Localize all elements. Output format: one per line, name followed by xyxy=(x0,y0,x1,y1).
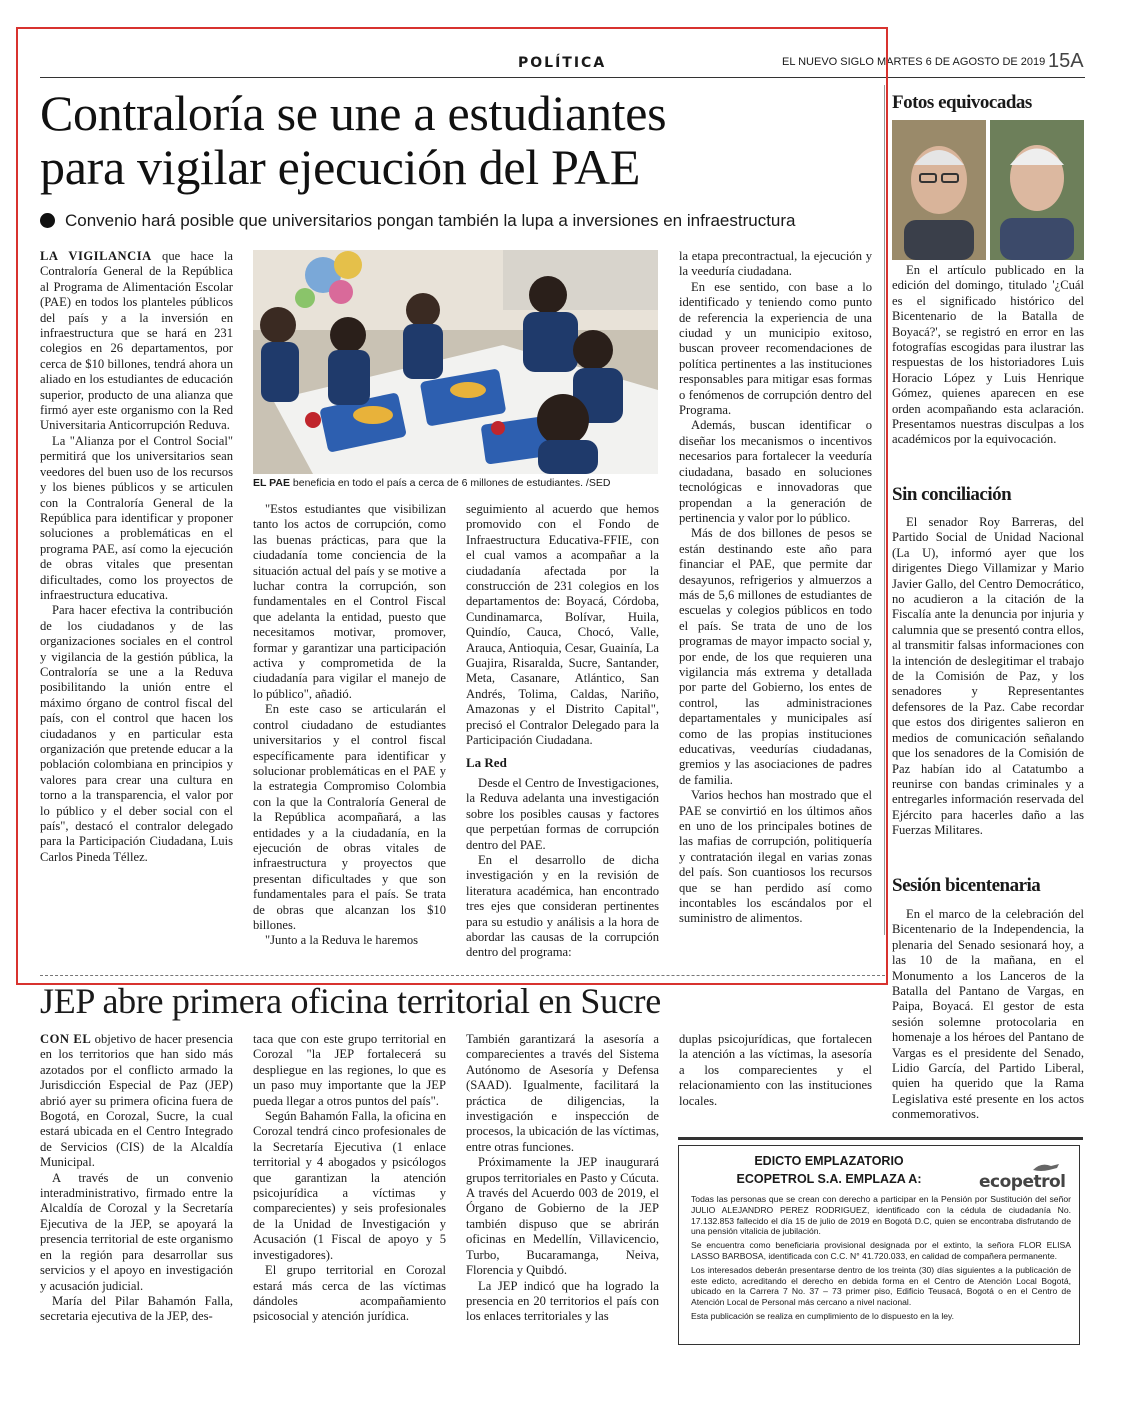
sidebar-text-3 xyxy=(892,907,1084,1123)
jep-column-2 xyxy=(253,1032,446,1325)
sidebar-title-2: Sin conciliación xyxy=(892,484,1012,505)
paragraph: Se encuentra como beneficiaria provisional designada por el extinto, la señora FLOR ELISA LASSO BARBOSA, identificada con C.C. N° 41.720.033, en calidad de compañera permanente. xyxy=(691,1240,1071,1261)
main-headline xyxy=(40,86,880,194)
historian-portraits xyxy=(892,120,1084,260)
paragraph: Además, buscan identificar o diseñar los mecanismos o incentivos necesarios para fortalecer la veeduría ciudadana, basado en soluciones tecnológicas e innovadoras que propendan a la generación de pertinencia y valor por lo público. xyxy=(679,418,872,525)
paragraph: Para hacer efectiva la contribución de los ciudadanos y de las organizaciones sociales en el control y vigilancia de la gestión pública, la Contraloría se une a la Reduva posibilitando la unión entre el máximo órgano de control fiscal del país, con el control que hacen los ciudadanos y en particular esta organización que pretende educar a la población colombiana en principios y valores para crear una cultura en torno a la transparencia, el valor por lo público y el deber social con el país", destacó el contralor delegado para la Participación Ciudadana, Luis Carlos Pineda Téllez. xyxy=(40,603,233,864)
paragraph: Según Bahamón Falla, la oficina en Corozal tendrá cinco profesionales de la Secretaría Ejecutiva (1 enlace territorial y 4 abogados y psicólogos que garantizan la atención psicojurídica a víctimas y comparecientes) y seis profesionales de la Unidad de Investigación y Acusación (1 Fiscal de apoyo y 5 investigadores). xyxy=(253,1109,446,1262)
subhead-text: Convenio hará posible que universitarios pongan también la lupa a inversiones en infraestructura xyxy=(65,211,796,230)
paragraph xyxy=(40,249,233,434)
edicto-body xyxy=(691,1194,1071,1325)
section-label: POLÍTICA xyxy=(518,55,607,71)
paragraph: En ese sentido, con base a lo identificado y teniendo como punto de referencia la experiencia de una ciudad y un municipio exitoso, buscan proveer recomendaciones de política pertinentes a las instituciones responsables para mitigar esas formas o fenómenos de corrupción dentro del Programa. xyxy=(679,279,872,418)
sidebar-text-1 xyxy=(892,263,1084,448)
second-headline: JEP abre primera oficina territorial en Sucre xyxy=(40,981,661,1021)
paragraph: A través de un convenio interadministrativo, firmado entre la Alcaldía de Corozal y la Secretaría Ejecutiva de la JEP, se apoyará la presencia territorial de este organismo en la región para desarrollar sus servicios y el apoyo en investigación y acusación judicial. xyxy=(40,1170,233,1293)
paragraph: En el marco de la celebración del Bicentenario de la Independencia, la plenaria del Senado sesionará hoy, a las 10 de la mañana, en el Monumento a los Lanceros de la Batalla del Pantano de Vargas, en Paipa, Boyacá. El gestor de esta sesión solemne protocolaria en homenaje a los héroes del Pantano de Vargas es el presidente del Senado, Lidio García, del Partido Liberal, quien ha querido que la Rama Legislativa esté presente en los actos conmemorativos. xyxy=(892,907,1084,1122)
article-photo xyxy=(253,250,658,474)
paragraph: Desde el Centro de Investigaciones, la Reduva adelanta una investigación sobre los posibles causas y factores que perpetúan formas de corrupción dentro del PAE. xyxy=(466,775,659,852)
paragraph: seguimiento al acuerdo que hemos promovido con el Fondo de Infraestructura Educativa-FFIE, con el cual vamos a acompañar a la ciudadanía afectada por la construcción de 231 colegios en los departamentos de: Boyacá, Córdoba, Cundinamarca, Bolívar, Huila, Quindío, Cauca, Chocó, Valle, Arauca, Antioquia, Cesar, Guainía, La Guajira, Risaralda, Sucre, Santander, Meta, Casanare, Atlántico, San Andrés, Tolima, Caldas, Nariño, Amazonas y el Distrito Capital", precisó el Contralor Delegado para la Participación Ciudadana. xyxy=(466,502,659,748)
paragraph: El senador Roy Barreras, del Partido Social de Unidad Nacional (La U), informó ayer que los dirigentes Diego Villamizar y Mario Javier Gallo, del Centro Democrático, no acudieron a la citación de la Fiscalía ante la denuncia por injuria y calumnia que se presentó contra ellos, al transmitir falsas informaciones con la intención de deslegitimar el trabajo de la Comisión de Paz, y los senadores y Representantes defensores de la Paz. Cabe recordar que estos dos dirigentes salieron en medios de comunicación señalando que los senadores de la Comisión de Paz habían ido al Catatumbo a reunirse con bandas criminales y a entregarles información reservada del Ejército para hacerles daño a las Fuerzas Militares. xyxy=(892,515,1084,838)
paragraph: "Estos estudiantes que visibilizan tanto los actos de corrupción, como las buenas prácticas, para que la ciudadanía tome conciencia de la situación actual del país y se motive a luchar contra la corrupción, son fundamentales en el Control Fiscal que adelanta la entidad, puesto que necesitamos motivar, promover, formar y garantizar una participación activa y comprometida de la ciudadanía para vigilar el manejo de lo público", añadió. xyxy=(253,502,446,701)
bullet-icon xyxy=(40,213,55,228)
paragraph: taca que con este grupo territorial en Corozal "la JEP fortalecerá su despliegue en las regiones, lo que es un paso muy importante que la JEP pueda llegar a otros puntos del país". xyxy=(253,1032,446,1108)
article-column-3 xyxy=(466,502,659,961)
page-number: 15A xyxy=(1048,50,1084,72)
edicto-subtitle: ECOPETROL S.A. EMPLAZA A: xyxy=(736,1172,922,1186)
jep-column-3 xyxy=(466,1032,659,1325)
header-rule xyxy=(40,77,1085,78)
paragraph: María del Pilar Bahamón Falla, secretaria ejecutiva de la JEP, des- xyxy=(40,1293,233,1324)
lead-in: CON EL xyxy=(40,1032,92,1046)
article-column-4 xyxy=(679,249,872,927)
paragraph: Los interesados deberán presentarse dentro de los treinta (30) días siguientes a la publicación de este edicto, acreditando el derecho en debida forma en el Centro de Atención Local Bogotá, ubicado en la Carrera 7 No. 37 – 73 primer piso, Edificio Teusacá, Bogotá o en el Centro de Atención Local de Personal más cercano a nivel nacional. xyxy=(691,1264,1071,1308)
paragraph: duplas psicojurídicas, que fortalecen la atención a las víctimas, la asesoría a los comparecientes y el relacionamiento con las instituciones locales. xyxy=(679,1032,872,1108)
paragraph: Esta publicación se realiza en cumplimiento de lo dispuesto en la ley. xyxy=(691,1310,955,1321)
paragraph: En este caso se articularán el control ciudadano de estudiantes universitarios y el control fiscal específicamente para identificar y solucionar problemáticas en el PAE y la estrategia Compromiso Colombia con la que la Contraloría General de la República acompañará, a las entidades y a la ciudadanía, en la ejecución de obras vitales de infraestructura y proyectos que presentan dificultades y que son fundamentales para el país. Se trata de obras que alcanzan los $10 billones. xyxy=(253,702,446,932)
edicto-title: EDICTO EMPLAZATORIO xyxy=(754,1154,904,1168)
article-column-1 xyxy=(40,249,233,865)
paragraph: En el artículo publicado en la edición del domingo, titulado '¿Cuál es el significado histórico del Bicentenario de la Batalla de Boyacá?', se registró en error en las fotografías escogidas para ilustrar las respuestas de los historiadores Luis Horacio López y Luis Henrique Gómez, quienes aparecen en ese orden acompañando esta aclaración. Presentamos nuestras disculpas a los académicos por la equivocación. xyxy=(892,263,1084,447)
paragraph: También garantizará la asesoría a comparecientes a través del Sistema Autónomo de Asesoría y Defensa (SAAD). Igualmente, facilitará la práctica de diligencias, la investigación e inspección de procesos, la ubicación de las víctimas, entre otras funciones. xyxy=(466,1032,659,1154)
jep-column-4 xyxy=(679,1032,872,1109)
paragraph: En el desarrollo de dicha investigación y en la revisión de literatura académica, han encontrado tres ejes que consideran pertinentes para su estudio y análisis a la hora de abordar las causas de la corrupción dentro del programa: xyxy=(466,852,659,960)
section-subhead: La Red xyxy=(466,754,507,770)
paragraph: la etapa precontractual, la ejecución y la veeduría ciudadana. xyxy=(679,249,872,279)
sidebar-title-1: Fotos equivocadas xyxy=(892,92,1032,113)
headline-line-2: para vigilar ejecución del PAE xyxy=(40,139,641,195)
ad-top-rule xyxy=(678,1137,1083,1140)
paragraph-text: objetivo de hacer presencia en los territorios que han sido más azotados por el conflicto armado la Jurisdicción Especial de Paz (JEP) abrió ayer su primera oficina fuera de Bogotá, en Corozal, Sucre, la cual estará ubicada en el Centro Integrado de Servicios (CIS) de la Alcaldía Municipal. xyxy=(40,1032,233,1170)
caption-text: beneficia en todo el país a cerca de 6 millones de estudiantes. /SED xyxy=(289,477,611,489)
headline-line-1: Contraloría se une a estudiantes xyxy=(40,85,667,141)
photo-caption xyxy=(253,477,663,490)
logo-text: ecopetrol xyxy=(979,1172,1066,1192)
ecopetrol-logo xyxy=(979,1160,1075,1190)
paragraph: "Junto a la Reduva le haremos xyxy=(265,933,419,948)
children-eating-photo xyxy=(253,250,658,474)
masthead-date: EL NUEVO SIGLO MARTES 6 DE AGOSTO DE 2019 xyxy=(782,56,1046,68)
article-column-2 xyxy=(253,502,446,949)
portraits-photo xyxy=(892,120,1084,260)
sidebar-title-3: Sesión bicentenaria xyxy=(892,875,1041,896)
paragraph xyxy=(40,1032,233,1171)
column-divider xyxy=(884,85,885,935)
paragraph-text: que hace la Contraloría General de la República al Programa de Alimentación Escolar (PAE) en todos los planteles públicos del país y a la inversión en infraestructura que se hará en 231 colegios en 26 departamentos, por cerca de $10 billones, tendrá ahora un aliado en los estudiantes de educación superior, producto de una alianza que firmó ayer este organismo con la Red Universitaria Anticorrupción Reduva. xyxy=(40,249,233,433)
paragraph: Varios hechos han mostrado que el PAE se convirtió en los últimos años en uno de los principales botines de las mafias de corrupción, politiquería y contratación ilegal en varias zonas del país. Son cuantiosos los recursos que se han perdido así como incontables los escándalos por el suministro de alimentos. xyxy=(679,788,872,926)
paragraph: La JEP indicó que ha logrado la presencia en 20 territorios el país con los enlaces territoriales y las xyxy=(466,1278,659,1324)
paragraph: Más de dos billones de pesos se están destinando este año para financiar el PAE, que permite dar desayunos, refrigerios y almuerzos a más de 5,6 millones de estudiantes de escuelas y colegios públicos en todo el país. Se trata de uno de los programas de mayor impacto social y, por ende, de los que requieren una vigilancia más extrema y detallada por parte del Gobierno, los entes de control, las administraciones departamentales y municipales así como de las propias instituciones educativas, veedurías ciudadanas, gremios y las asociaciones de padres de familia. xyxy=(679,526,872,787)
sidebar-text-2 xyxy=(892,515,1084,839)
paragraph: Todas las personas que se crean con derecho a participar en la Pensión por Sustitución del señor JULIO ALEJANDRO PEREZ RODRIGUEZ, identificado con la cédula de ciudadanía No. 17.132.853 fallecido el día 15 de julio de 2019 en Bogotá D.C, quien se encontraba disfrutando de una pensión vitalicia de jubilación. xyxy=(691,1194,1071,1237)
paragraph: La "Alianza por el Control Social" permitirá que los universitarios sean veedores del buen uso de los recursos y los bienes públicos y se articulen con la Contraloría General de la República para identificar y proponer soluciones a problemáticas en el programa PAE, así como la ejecución de obras vitales que presentan dificultades, como los proyectos de infraestructura educativa. xyxy=(40,433,233,602)
edicto-ad xyxy=(678,1145,1080,1345)
paragraph: Próximamente la JEP inaugurará grupos territoriales en Pasto y Cúcuta. A través del Acuerdo 003 de 2019, el Órgano de Gobierno de la JEP también dispuso que se abrirán oficinas en Medellín, Villavicencio, Turbo, Bucaramanga, Neiva, Florencia y Quibdó. xyxy=(466,1155,659,1278)
article-divider xyxy=(40,975,885,976)
jep-column-1 xyxy=(40,1032,233,1325)
caption-label: EL PAE xyxy=(253,477,290,489)
paragraph: El grupo territorial en Corozal estará más cerca de las víctimas dándoles acompañamiento psicosocial y atención jurídica. xyxy=(253,1263,446,1324)
main-subhead xyxy=(40,211,880,231)
lead-in: LA VIGILANCIA xyxy=(40,249,152,263)
